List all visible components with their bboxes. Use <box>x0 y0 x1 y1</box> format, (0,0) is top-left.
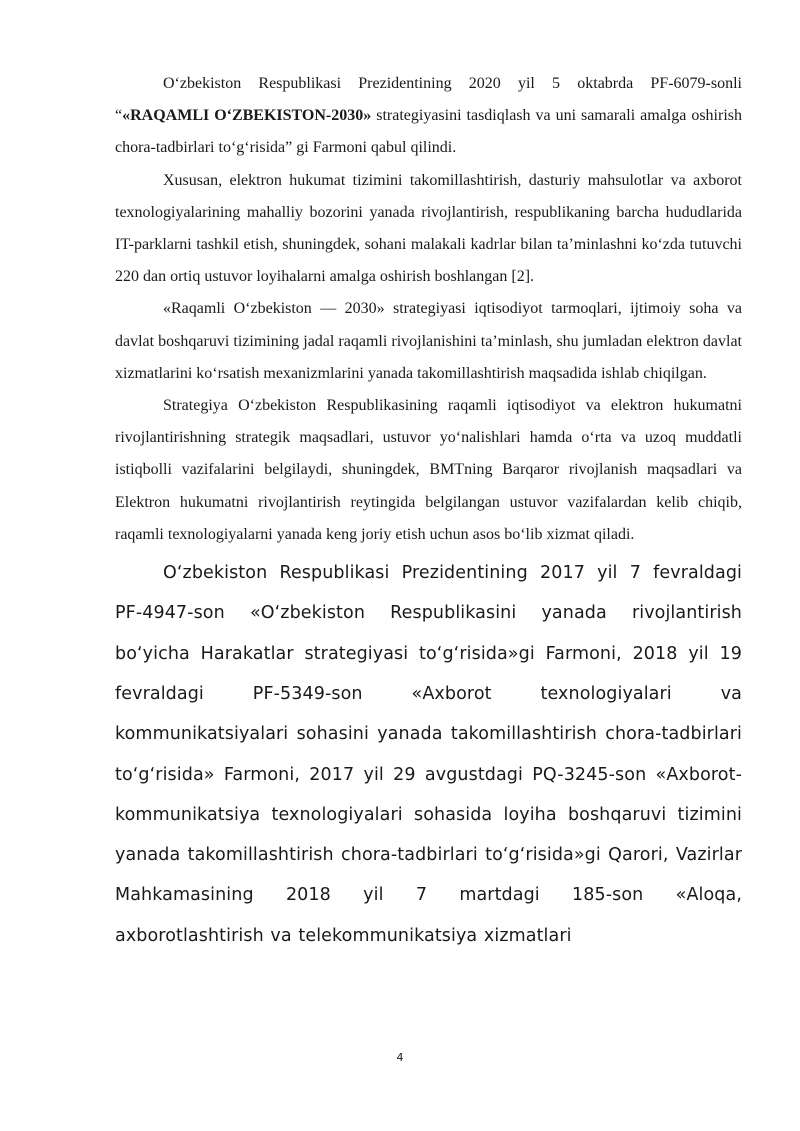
strategy-title-bold: «RAQAMLI O‘ZBEKISTON-2030» <box>122 107 372 125</box>
paragraph-strategy-goals: Strategiya O‘zbekiston Respublikasining raqamli iqtisodiyot va elektron hukumatni rivojlantirishning strategik maqsadlari, ustuvor yo‘nalishlari hamda o‘rta va uzoq muddatli istiqbolli vazifalarini belgilaydi, shuningdek, BMTning Barqaror rivojlanish maqsadlari va Elektron hukumatni rivojlantirish reytingida belgilangan ustuvor vazifalardan kelib chiqib, raqamli texnologiyalarni yanada keng joriy etish uchun asos bo‘lib xizmat qiladi. <box>115 397 742 543</box>
paragraph-text: O‘zbekiston Respublikasi Prezidentining 2020 yil 5 oktabrda PF-6079-sonli “ <box>115 75 742 125</box>
paragraph-strategy-purpose: «Raqamli O‘zbekiston — 2030» strategiyasi iqtisodiyot tarmoqlari, ijtimoiy soha va davlat boshqaruvi tizimining jadal raqamli rivojlanishini ta’minlash, shu jumladan elektron davlat xizmatlarini ko‘rsatish mexanizmlarini yanada takomillashtirish maqsadida ishlab chiqilgan. <box>115 300 742 382</box>
paragraph-legal-acts: O‘zbekiston Respublikasi Prezidentining 2017 yil 7 fevraldagi PF-4947-son «O‘zbekiston Respublikasini yanada rivojlantirish bo‘yicha Harakatlar strategiyasi to‘g‘risida»gi Farmoni, 2018 yil 19 fevraldagi PF-5349-son «Axborot texnologiyalari va kommunikatsiyalari sohasini yanada takomillashtirish chora-tadbirlari to‘g‘risida» Farmoni, 2017 yil 29 avgustdagi PQ-3245-son «Axborot-kommunikatsiya texnologiyalari sohasida loyiha boshqaruvi tizimini yanada takomillashtirish chora-tadbirlari to‘g‘risida»gi Qarori, Vazirlar Mahkamasining 2018 yil 7 martdagi 185-son «Aloqa, axborotlashtirish va telekommunikatsiya xizmatlari <box>115 563 742 946</box>
paragraph-projects: Xususan, elektron hukumat tizimini takomillashtirish, dasturiy mahsulotlar va axborot texnologiyalarining mahalliy bozorini yanada rivojlantirish, respublikaning barcha hududlarida IT-parklarni tashkil etish, shuningdek, sohani malakali kadrlar bilan ta’minlashni ko‘zda tutuvchi 220 dan ortiq ustuvor loyihalarni amalga oshirish boshlangan [2]. <box>115 171 742 286</box>
paragraph-decree-2030 <box>115 68 742 165</box>
document-body <box>115 68 742 956</box>
page-number: 4 <box>396 1051 404 1064</box>
paragraph-text: strategiyasini tasdiqlash va uni samarali amalga oshirish chora-tadbirlari to‘g‘risida” gi Farmoni qabul qilindi. <box>115 107 742 157</box>
